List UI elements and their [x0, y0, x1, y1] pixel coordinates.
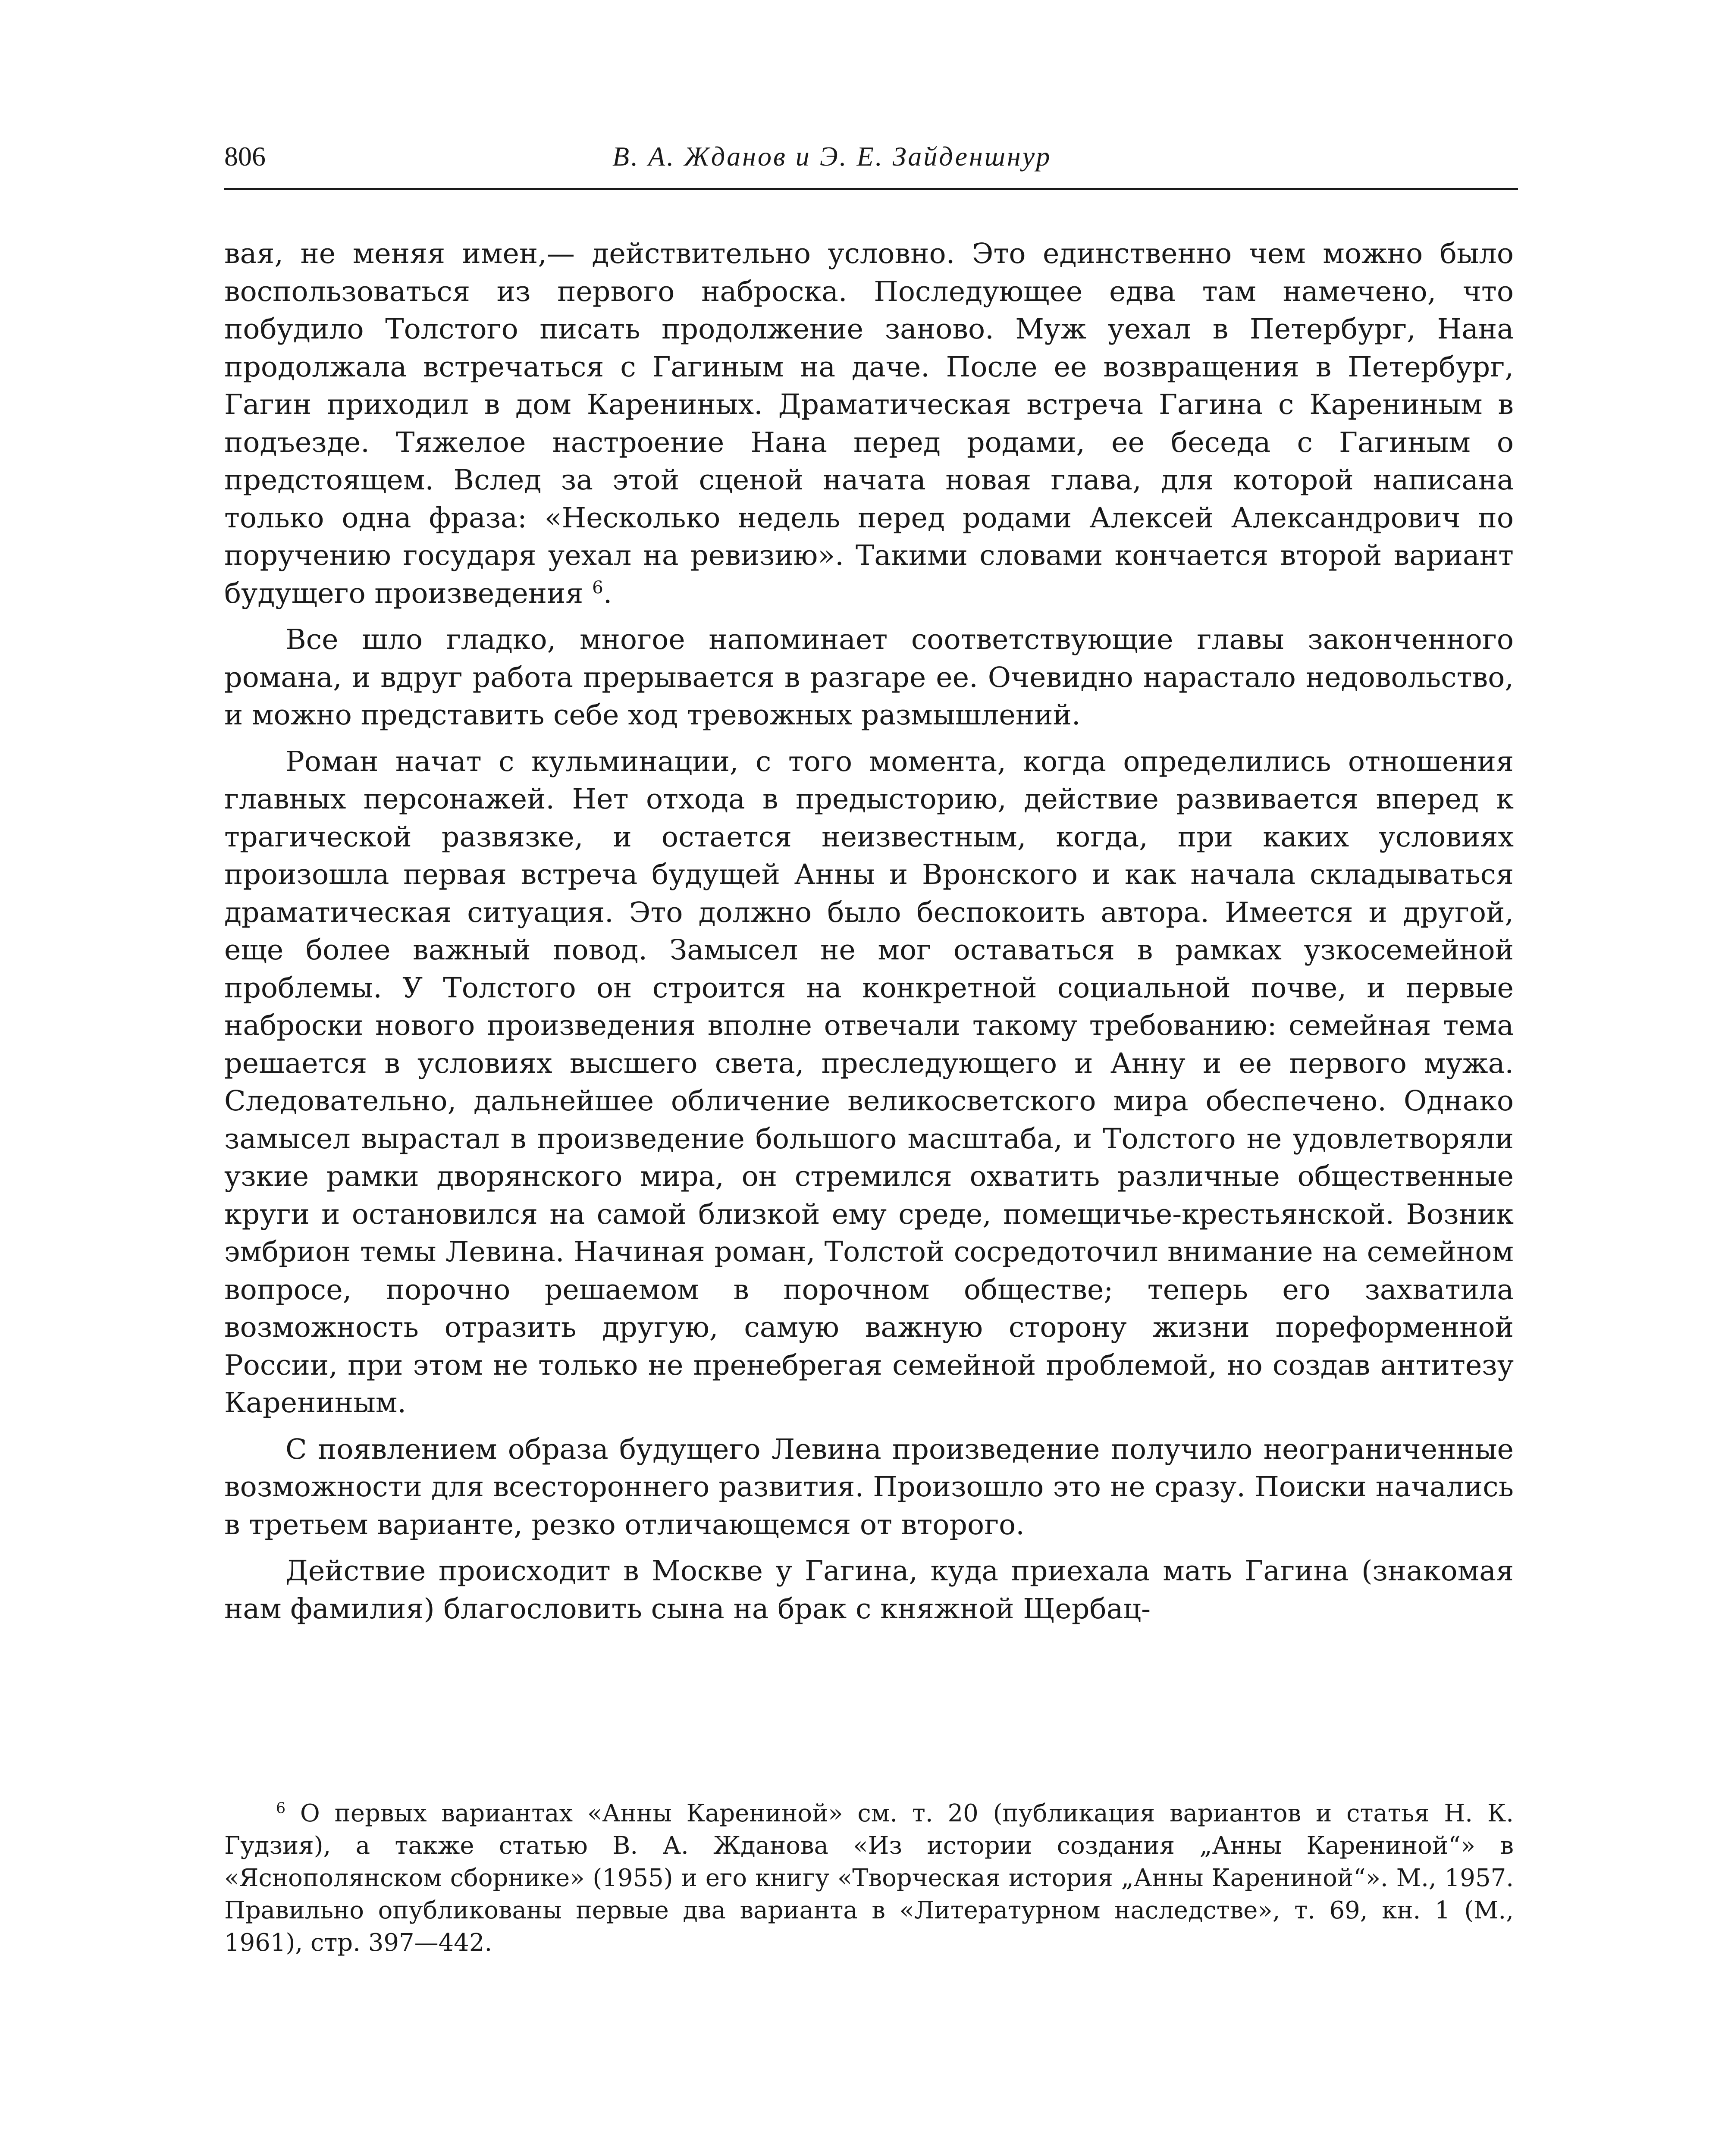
body-text — [224, 235, 1514, 1636]
paragraph-1 — [224, 235, 1514, 612]
paragraph-5: Действие происходит в Москве у Гагина, куда приехала мать Гагина (знакомая нам фамилия) благословить сына на брак с княжной Щербац- — [224, 1555, 1514, 1625]
paragraph-1-tail: . — [603, 577, 612, 610]
paragraph-3: Роман начат с кульминации, с того момента, когда определились отношения главных персонажей. Нет отхода в предысторию, действие развивается вперед к трагической развязке, и остается неизвестным, когда, при каких условиях произошла первая встреча будущей Анны и Вронского и как начала складываться драматическая ситуация. Это должно было беспокоить автора. Имеется и другой, еще более важный повод. Замысел не мог оставаться в рамках узкосемейной проблемы. У Толстого он строится на конкретной социальной почве, и первые наброски нового произведения вполне отвечали такому требованию: семейная тема решается в условиях высшего света, преследующего и Анну и ее первого мужа. Следовательно, дальнейшее обличение великосветского мира обеспечено. Однако замысел вырастал в произведение большого масштаба, и Толстого не удовлетворяли узкие рамки дворянского мира, он стремился охватить различные общественные круги и остановился на самой близкой ему среде, помещичье-крестьянской. Возник эмбрион темы Левина. Начиная роман, Толстой сосредоточил внимание на семейном вопросе, порочно решаемом в порочном обществе; теперь его захватила возможность отразить другую, самую важную сторону жизни пореформенной России, при этом не только не пренебрегая семейной проблемой, но создав антитезу Карениным. — [224, 745, 1514, 1419]
running-title: В. А. Жданов и Э. Е. Зайденшнур — [612, 141, 1052, 172]
footnote-ref-6[interactable]: 6 — [592, 577, 603, 598]
paragraph-2: Все шло гладко, многое напоминает соответствующие главы законченного романа, и вдруг работа прерывается в разгаре ее. Очевидно нарастало недовольство, и можно представить себе ход тревожных размышлений. — [224, 624, 1514, 731]
footnote-6 — [224, 1797, 1514, 1959]
paragraph-1-text: вая, не меняя имен,— действительно условно. Это единственно чем можно было воспользоваться из первого наброска. Последующее едва там намечено, что побудило Толстого писать продолжение заново. Муж уехал в Петербург, Нана продолжала встречаться с Гагиным на даче. После ее возвращения в Петербург, Гагин приходил в дом Карениных. Драматическая встреча Гагина с Карениным в подъезде. Тяжелое настроение Нана перед родами, ее беседа с Гагиным о предстоящем. Вслед за этой сценой начата новая глава, для которой написана только одна фраза: «Несколько недель перед родами Алексей Александрович по поручению государя уехал на ревизию». Такими словами кончается второй вариант будущего произведения — [224, 238, 1514, 610]
page-number: 806 — [224, 141, 266, 172]
paragraph-4: С появлением образа будущего Левина произведение получило неограниченные возможности для всестороннего развития. Произошло это не сразу. Поиски начались в третьем варианте, резко отличающемся от второго. — [224, 1433, 1514, 1541]
footnote-number: 6 — [276, 1799, 286, 1817]
footnotes — [224, 1797, 1514, 1959]
page-header — [224, 137, 1518, 189]
header-rule — [224, 188, 1518, 190]
footnote-text: О первых вариантах «Анны Карениной» см. т. 20 (публикация вариантов и статья Н. К. Гудзия), а также статью В. А. Жданова «Из истории создания „Анны Карениной“» в «Яснополянском сборнике» (1955) и его книгу «Творческая история „Анны Карениной“». М., 1957. Правильно опубликованы первые два варианта в «Литературном наследстве», т. 69, кн. 1 (М., 1961), стр. 397—442. — [224, 1799, 1514, 1957]
